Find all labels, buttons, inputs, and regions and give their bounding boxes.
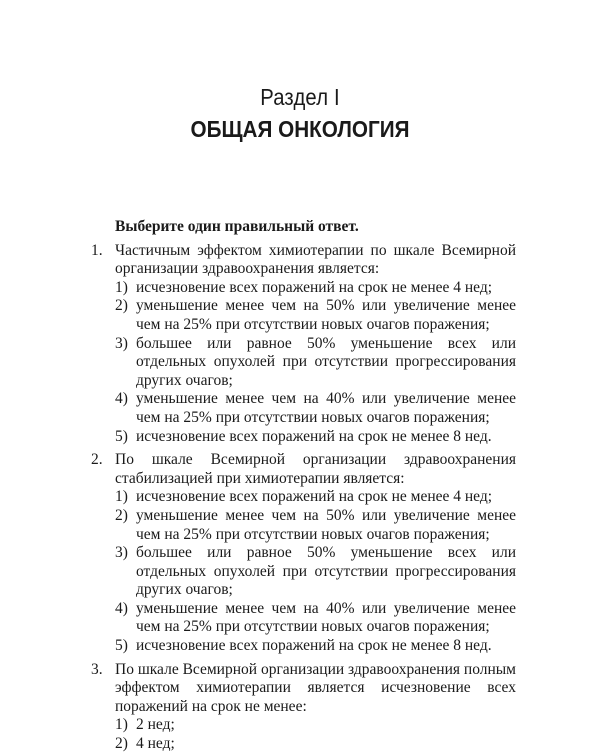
answer-number: 2) — [115, 297, 128, 315]
answer-number: 3) — [115, 334, 128, 352]
answer-option — [115, 335, 516, 391]
question-1 — [88, 242, 516, 447]
answer-option — [115, 390, 516, 427]
answer-text: исчезновение всех поражений на срок не менее 8 нед. — [136, 427, 492, 445]
answer-number: 1) — [115, 716, 128, 734]
answer-text: уменьшение менее чем на 50% или увеличение менее чем на 25% при отсутствии новых очагов поражения; — [136, 506, 516, 543]
answer-text: исчезновение всех поражений на срок не менее 4 нед; — [136, 488, 493, 506]
question-3 — [88, 661, 516, 754]
answer-number: 1) — [115, 488, 128, 506]
answer-text: исчезновение всех поражений на срок не менее 4 нед; — [136, 278, 493, 296]
answer-number: 1) — [115, 278, 128, 296]
section-label: Раздел I — [260, 84, 340, 110]
answer-option — [115, 637, 516, 656]
answer-text: уменьшение менее чем на 40% или увеличение менее чем на 25% при отсутствии новых очагов поражения; — [136, 390, 516, 426]
answer-number: 5) — [115, 637, 128, 655]
section-title: ОБЩАЯ ОНКОЛОГИЯ — [190, 116, 410, 142]
answer-text: уменьшение менее чем на 40% или увеличение менее чем на 25% при отсутствии новых очагов поражения; — [136, 599, 516, 636]
answer-number: 2) — [115, 506, 128, 524]
answer-option — [115, 428, 516, 447]
answer-option — [115, 297, 516, 334]
answer-text: уменьшение менее чем на 50% или увеличение менее чем на 25% при отсутствии новых очагов поражения; — [136, 297, 516, 333]
question-2 — [88, 451, 516, 656]
answer-option — [115, 488, 516, 507]
answer-option — [115, 544, 516, 600]
answer-option — [115, 600, 516, 637]
answer-text: исчезновение всех поражений на срок не менее 8 нед. — [136, 637, 492, 655]
answer-text: большее или равное 50% уменьшение всех или отдельных опухолей при отсутствии прогрессирования других очагов; — [136, 544, 516, 599]
answer-number: 4) — [115, 599, 128, 617]
answer-number: 3) — [115, 544, 128, 562]
question-text: По шкале Всемирной организации здравоохранения стабилизацией при химиотерапии является: — [115, 451, 516, 487]
question-text: Частичным эффектом химиотерапии по шкале Всемирной организации здравоохранения является: — [115, 241, 516, 278]
answer-number: 2) — [115, 735, 128, 753]
answer-option — [115, 279, 516, 298]
question-number: 3. — [91, 660, 103, 678]
answer-text: большее или равное 50% уменьшение всех или отдельных опухолей при отсутствии прогрессирования других очагов; — [136, 334, 516, 389]
answer-text: 4 нед; — [136, 735, 175, 753]
instruction-text: Выберите один правильный ответ. — [115, 218, 359, 235]
question-text: По шкале Всемирной организации здравоохранения полным эффектом химиотерапии является исчезновение всех поражений на срок не менее: — [115, 660, 516, 715]
question-number: 1. — [91, 241, 103, 259]
answer-option — [115, 507, 516, 544]
answer-option — [115, 716, 516, 735]
question-number: 2. — [91, 451, 103, 469]
answer-option — [115, 735, 516, 754]
answer-number: 4) — [115, 390, 128, 408]
question-list — [88, 218, 516, 754]
answer-number: 5) — [115, 427, 128, 445]
answer-text: 2 нед; — [136, 716, 175, 734]
